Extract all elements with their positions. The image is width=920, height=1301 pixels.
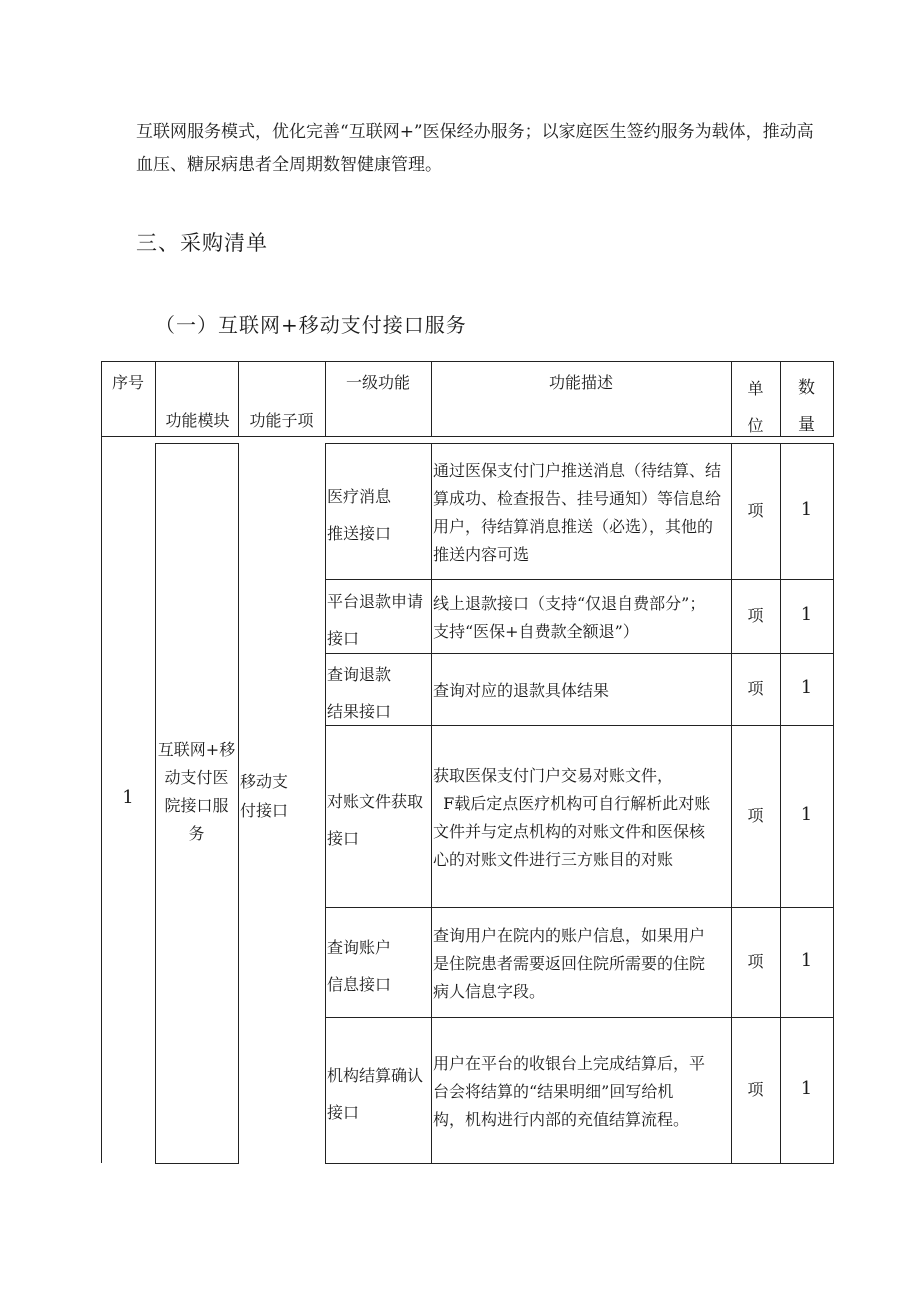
module-name-line: 务 bbox=[188, 824, 205, 843]
func-desc-line: 通过医保支付门户推送消息（待结算、结 bbox=[433, 461, 722, 480]
header-bottom-border bbox=[101, 436, 834, 437]
header-unit bbox=[731, 370, 780, 444]
table-top-border bbox=[101, 361, 834, 362]
func-desc bbox=[433, 1050, 729, 1134]
func-desc-line: 获取医保支付门户交易对账文件， bbox=[433, 766, 674, 785]
func-desc-line: 台会将结算的“结果明细”回写给机 bbox=[433, 1082, 674, 1101]
intro-line-2: 血压、糖尿病患者全周期数智健康管理。 bbox=[136, 155, 442, 175]
header-unit-line: 位 bbox=[747, 416, 764, 435]
func-desc bbox=[433, 762, 729, 874]
header-subitem: 功能子项 bbox=[249, 411, 314, 430]
func-desc-line: 查询用户在院内的账户信息，如果用户 bbox=[433, 926, 706, 945]
func-desc-line: F载后定点医疗机构可自行解析此对账 bbox=[433, 794, 711, 813]
header-desc: 功能描述 bbox=[548, 373, 613, 392]
body-col-border bbox=[325, 443, 326, 1163]
subsection-title: （一）互联网+移动支付接口服务 bbox=[155, 313, 467, 337]
unit-cell: 项 bbox=[747, 1080, 764, 1099]
row-separator bbox=[325, 1017, 834, 1018]
func-name bbox=[327, 1057, 431, 1131]
func-desc-line: 查询对应的退款具体结果 bbox=[433, 681, 610, 700]
intro-line-1: 互联网服务模式，优化完善“互联网+”医保经办服务；以家庭医生签约服务为载体，推动高 bbox=[136, 122, 814, 142]
func-desc-line: 算成功、检查报告、挂号通知）等信息给 bbox=[433, 489, 722, 508]
func-desc bbox=[433, 457, 729, 569]
unit-cell: 项 bbox=[747, 952, 764, 971]
unit-cell: 项 bbox=[747, 806, 764, 825]
header-qty-line: 量 bbox=[798, 415, 815, 435]
func-name bbox=[327, 656, 431, 730]
body-col-border bbox=[833, 443, 834, 1163]
module-name-line: 互联网+移 bbox=[157, 740, 236, 759]
func-name-line: 对账文件获取 bbox=[327, 792, 424, 811]
func-desc-line: 文件并与定点机构的对账文件和医保核 bbox=[433, 822, 706, 841]
func-name-line: 推送接口 bbox=[327, 524, 392, 543]
unit-cell: 项 bbox=[747, 679, 764, 698]
row-separator bbox=[325, 907, 834, 908]
func-desc-line: 是住院患者需要返回住院所需要的住院 bbox=[433, 954, 706, 973]
func-desc-line: 病人信息字段。 bbox=[433, 982, 546, 1001]
qty-cell: 1 bbox=[800, 804, 813, 825]
func-name bbox=[327, 783, 431, 857]
qty-cell: 1 bbox=[800, 604, 813, 625]
module-name-line: 动支付医 bbox=[164, 768, 229, 787]
row-separator bbox=[325, 579, 834, 580]
func-name-line: 接口 bbox=[327, 829, 360, 848]
header-qty-line: 数 bbox=[798, 378, 815, 398]
subitem-name-line: 付接口 bbox=[240, 801, 289, 820]
module-top-border bbox=[155, 443, 238, 444]
unit-cell: 项 bbox=[747, 606, 764, 625]
func-desc-line: 线上退款接口（支持“仅退自费部分”； bbox=[433, 594, 706, 613]
func-desc bbox=[433, 677, 729, 705]
func-desc-line: 支持“医保+自费款全额退”） bbox=[433, 622, 639, 641]
func-name-line: 接口 bbox=[327, 629, 360, 648]
header-col-border bbox=[833, 361, 834, 436]
header-func: 一级功能 bbox=[345, 373, 410, 392]
module-name bbox=[155, 736, 238, 848]
func-name-line: 结果接口 bbox=[327, 702, 392, 721]
body-col-border bbox=[431, 443, 432, 1163]
func-name bbox=[327, 583, 431, 657]
subitem-name-line: 移动支 bbox=[240, 772, 289, 791]
func-desc-line: 心的对账文件进行三方账目的对账 bbox=[433, 850, 674, 869]
row-seq: 1 bbox=[122, 787, 134, 808]
func-name bbox=[327, 929, 431, 1003]
module-bottom-border bbox=[155, 1163, 239, 1164]
header-seq: 序号 bbox=[111, 373, 144, 392]
unit-cell: 项 bbox=[747, 501, 764, 520]
qty-cell: 1 bbox=[800, 1078, 813, 1099]
func-name-line: 查询账户 bbox=[327, 938, 392, 957]
func-desc bbox=[433, 590, 729, 646]
header-qty bbox=[780, 370, 833, 444]
subitem-name bbox=[238, 767, 325, 825]
func-desc-line: 推送内容可选 bbox=[433, 545, 530, 564]
func-name-line: 信息接口 bbox=[327, 975, 392, 994]
func-desc-line: 用户，待结算消息推送（必选），其他的 bbox=[433, 517, 714, 536]
header-unit-line: 单 bbox=[747, 379, 764, 398]
row-separator bbox=[325, 1163, 834, 1164]
func-name-line: 机构结算确认 bbox=[327, 1066, 424, 1085]
qty-cell: 1 bbox=[800, 499, 813, 520]
func-desc-line: 构，机构进行内部的充值结算流程。 bbox=[433, 1110, 690, 1129]
section-title: 三、采购清单 bbox=[136, 231, 268, 255]
header-module: 功能模块 bbox=[165, 411, 230, 430]
func-name-line: 接口 bbox=[327, 1103, 360, 1122]
func-desc-line: 用户在平台的收银台上完成结算后，平 bbox=[433, 1054, 706, 1073]
func-name-line: 平台退款申请 bbox=[327, 592, 424, 611]
module-name-line: 院接口服 bbox=[164, 796, 229, 815]
qty-cell: 1 bbox=[800, 950, 813, 971]
func-desc bbox=[433, 922, 729, 1006]
func-name-line: 查询退款 bbox=[327, 665, 392, 684]
func-name bbox=[327, 478, 431, 552]
intro-paragraph bbox=[136, 116, 836, 182]
func-name-line: 医疗消息 bbox=[327, 487, 392, 506]
qty-cell: 1 bbox=[800, 677, 813, 698]
